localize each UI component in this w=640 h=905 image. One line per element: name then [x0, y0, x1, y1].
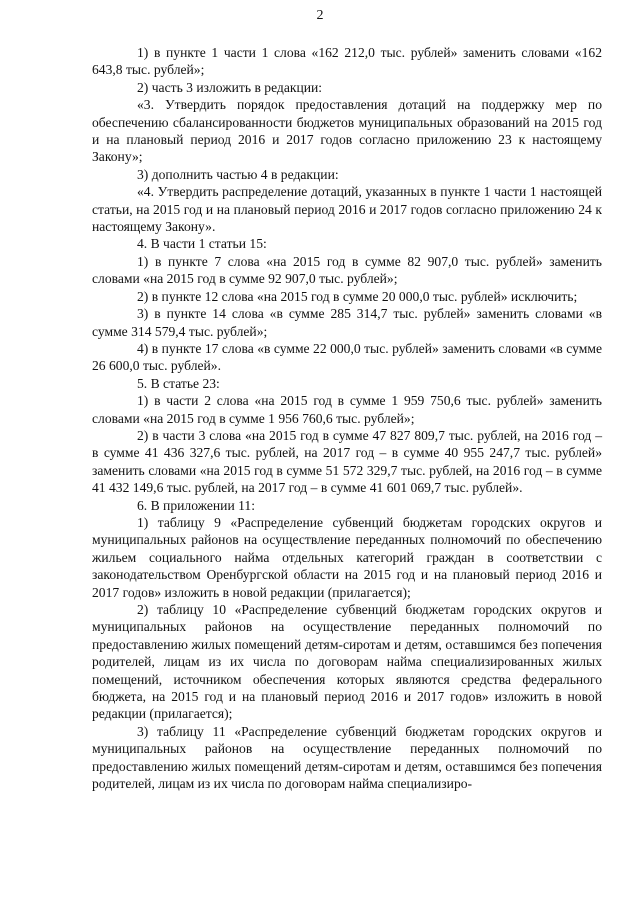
- document-body: [92, 44, 602, 792]
- paragraph: 2) таблицу 10 «Распределение субвенций бюджетам городских округов и муниципальных районов на осуществление переданных полномочий по предоставлению жилых помещений детям-сиротам и детям, оставшимся без попечения родителей, лицам из их числа по договорам найма специализированных жилых помещений, источником обеспечения которых являются средства федерального бюджета, на 2015 год и на плановый период 2016 и 2017 годов» изложить в новой редакции (прилагается);: [92, 602, 602, 722]
- paragraph: 1) в пункте 1 части 1 слова «162 212,0 тыс. рублей» заменить словами «162 643,8 тыс. рублей»;: [92, 45, 602, 78]
- paragraph: 2) часть 3 изложить в редакции:: [137, 79, 323, 95]
- paragraph: 4. В части 1 статьи 15:: [137, 236, 267, 252]
- paragraph: 3) таблицу 11 «Распределение субвенций бюджетам городских округов и муниципальных районов на осуществление переданных полномочий по предоставлению жилых помещений детям-сиротам и детям, оставшимся без попечения родителей, лицам из их числа по договорам найма специализиро-: [92, 723, 602, 792]
- paragraph: 2) в части 3 слова «на 2015 год в сумме 47 827 809,7 тыс. рублей, на 2016 год – в сумме 41 436 327,6 тыс. рублей, на 2017 год – в сумме 40 955 247,7 тыс. рублей» заменить словами «на 2015 год в сумме 51 572 329,7 тыс. рублей, на 2016 год – в сумме 41 432 149,6 тыс. рублей, на 2017 год – в сумме 41 601 069,7 тыс. рублей».: [92, 427, 602, 496]
- paragraph: «4. Утвердить распределение дотаций, указанных в пункте 1 части 1 настоящей статьи, на 2015 год и на плановый период 2016 и 2017 годов согласно приложению 24 к настоящему Закону».: [92, 184, 602, 235]
- paragraph: 4) в пункте 17 слова «в сумме 22 000,0 тыс. рублей» заменить словами «в сумме 26 600,0 тыс. рублей».: [92, 340, 602, 374]
- paragraph: «3. Утвердить порядок предоставления дотаций на поддержку мер по обеспечению сбалансированности бюджетов муниципальных образований на 2015 год и на плановый период 2016 и 2017 годов согласно приложению 23 к настоящему Закону»;: [92, 97, 602, 165]
- paragraph: 6. В приложении 11:: [137, 497, 255, 513]
- paragraph: 5. В статье 23:: [137, 375, 220, 391]
- page-number: 2: [316, 8, 324, 23]
- paragraph: 1) в пункте 7 слова «на 2015 год в сумме 82 907,0 тыс. рублей» заменить словами «на 2015 год в сумме 92 907,0 тыс. рублей»;: [92, 253, 602, 287]
- paragraph: 3) в пункте 14 слова «в сумме 285 314,7 тыс. рублей» заменить словами «в сумме 314 579,4 тыс. рублей»;: [92, 306, 602, 339]
- paragraph: 1) в части 2 слова «на 2015 год в сумме 1 959 750,6 тыс. рублей» заменить словами «на 2015 год в сумме 1 956 760,6 тыс. рублей»;: [92, 393, 602, 426]
- paragraph: 3) дополнить частью 4 в редакции:: [137, 166, 339, 182]
- paragraph: 1) таблицу 9 «Распределение субвенций бюджетам городских округов и муниципальных районов на осуществление переданных полномочий по обеспечению жильем социального найма отдельных категорий граждан в соответствии с законодательством Оренбургской области на 2015 год и на плановый период 2016 и 2017 годов» изложить в новой редакции (прилагается);: [92, 514, 602, 600]
- paragraph: 2) в пункте 12 слова «на 2015 год в сумме 20 000,0 тыс. рублей» исключить;: [137, 288, 578, 304]
